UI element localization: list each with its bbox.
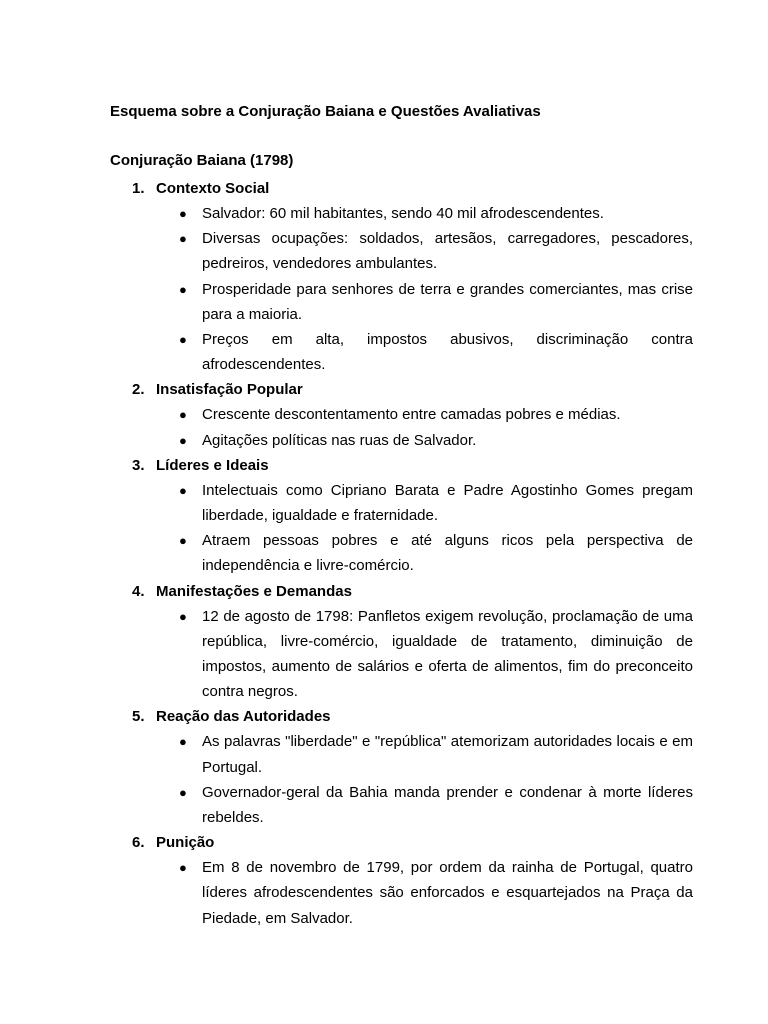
outline-item-manifestacoes-e-demandas	[0, 579, 768, 705]
outline-item-number: 1.	[132, 180, 145, 197]
bullet-text: Atraem pessoas pobres e até alguns ricos pela perspectiva de independência e livre-comércio.	[202, 532, 693, 575]
outline-item-heading	[0, 377, 768, 402]
bullet-dot-icon: ●	[179, 281, 187, 297]
outline-item-label: Insatisfação Popular	[156, 381, 303, 399]
bullet-text: As palavras "liberdade" e "república" atemorizam autoridades locais e em Portugal.	[202, 733, 693, 776]
outline-item-insatisfacao-popular	[0, 377, 768, 452]
outline-item-label: Contexto Social	[156, 180, 270, 197]
outline-item-heading	[0, 704, 768, 729]
bullet-dot-icon: ●	[179, 734, 187, 750]
bullet-dot-icon: ●	[179, 231, 187, 247]
bullet-dot-icon: ●	[179, 206, 187, 221]
bullet-text: Prosperidade para senhores de terra e grandes comerciantes, mas crise para a maioria.	[202, 280, 693, 323]
bullet-item	[0, 478, 693, 528]
bullet-text: Salvador: 60 mil habitantes, sendo 40 mil afrodescendentes.	[202, 205, 604, 222]
outline-item-number: 4.	[132, 582, 145, 600]
bullet-dot-icon: ●	[179, 407, 187, 423]
outline-item-label: Reação das Autoridades	[156, 708, 331, 726]
outline-item-reacao-das-autoridades	[0, 704, 768, 830]
bullet-item	[0, 402, 693, 427]
bullet-text: Diversas ocupações: soldados, artesãos, carregadores, pescadores, pedreiros, vendedores ambulantes.	[202, 230, 693, 273]
bullet-item	[0, 780, 693, 830]
bullet-dot-icon: ●	[179, 608, 187, 624]
bullet-item	[0, 729, 693, 779]
outline-item-label: Líderes e Ideais	[156, 456, 269, 474]
outline-item-heading	[0, 176, 768, 201]
outline-item-heading	[0, 453, 768, 478]
outline-item-lideres-e-ideais	[0, 453, 768, 579]
outline-item-number: 5.	[132, 708, 145, 726]
document-title: Esquema sobre a Conjuração Baiana e Questões Avaliativas	[110, 103, 541, 120]
outline-item-label: Manifestações e Demandas	[156, 582, 352, 600]
bullet-text: 12 de agosto de 1798: Panfletos exigem revolução, proclamação de uma república, livre-comércio, igualdade de tratamento, diminuição de impostos, aumento de salários e oferta de alimentos, fim do preconceito contra negros.	[202, 607, 693, 701]
bullet-item	[0, 428, 693, 453]
bullet-text: Em 8 de novembro de 1799, por ordem da rainha de Portugal, quatro líderes afrodescendentes são enforcados e esquartejados na Praça da Piedade, em Salvador.	[202, 859, 693, 927]
bullet-text: Governador-geral da Bahia manda prender e condenar à morte líderes rebeldes.	[202, 783, 693, 827]
bullet-dot-icon: ●	[179, 332, 187, 348]
bullet-dot-icon: ●	[179, 860, 187, 876]
bullet-item	[0, 604, 693, 705]
bullet-item	[0, 327, 693, 377]
outline-item-contexto-social	[0, 176, 768, 377]
bullet-item	[0, 528, 693, 578]
bullet-item	[0, 201, 693, 226]
bullet-text: Intelectuais como Cipriano Barata e Padre Agostinho Gomes pregam liberdade, igualdade e fraternidade.	[202, 481, 693, 525]
outline-item-number: 6.	[132, 834, 145, 852]
bullet-text: Agitações políticas nas ruas de Salvador.	[202, 431, 477, 449]
numbered-outline	[0, 176, 768, 931]
bullet-item	[0, 226, 693, 276]
bullet-text: Crescente descontentamento entre camadas pobres e médias.	[202, 406, 621, 424]
bullet-text: Preços em alta, impostos abusivos, discriminação contra afrodescendentes.	[202, 331, 693, 374]
outline-item-heading	[0, 579, 768, 604]
section-title: Conjuração Baiana (1798)	[110, 152, 294, 169]
bullet-item	[0, 277, 693, 327]
outline-item-number: 3.	[132, 456, 145, 474]
bullet-item	[0, 855, 693, 931]
bullet-dot-icon: ●	[179, 533, 187, 549]
outline-item-number: 2.	[132, 381, 145, 399]
outline-item-label: Punição	[156, 834, 215, 852]
bullet-dot-icon: ●	[179, 784, 187, 800]
bullet-dot-icon: ●	[179, 482, 187, 498]
outline-item-punicao	[0, 830, 768, 931]
bullet-dot-icon: ●	[179, 432, 187, 448]
outline-item-heading	[0, 830, 768, 855]
